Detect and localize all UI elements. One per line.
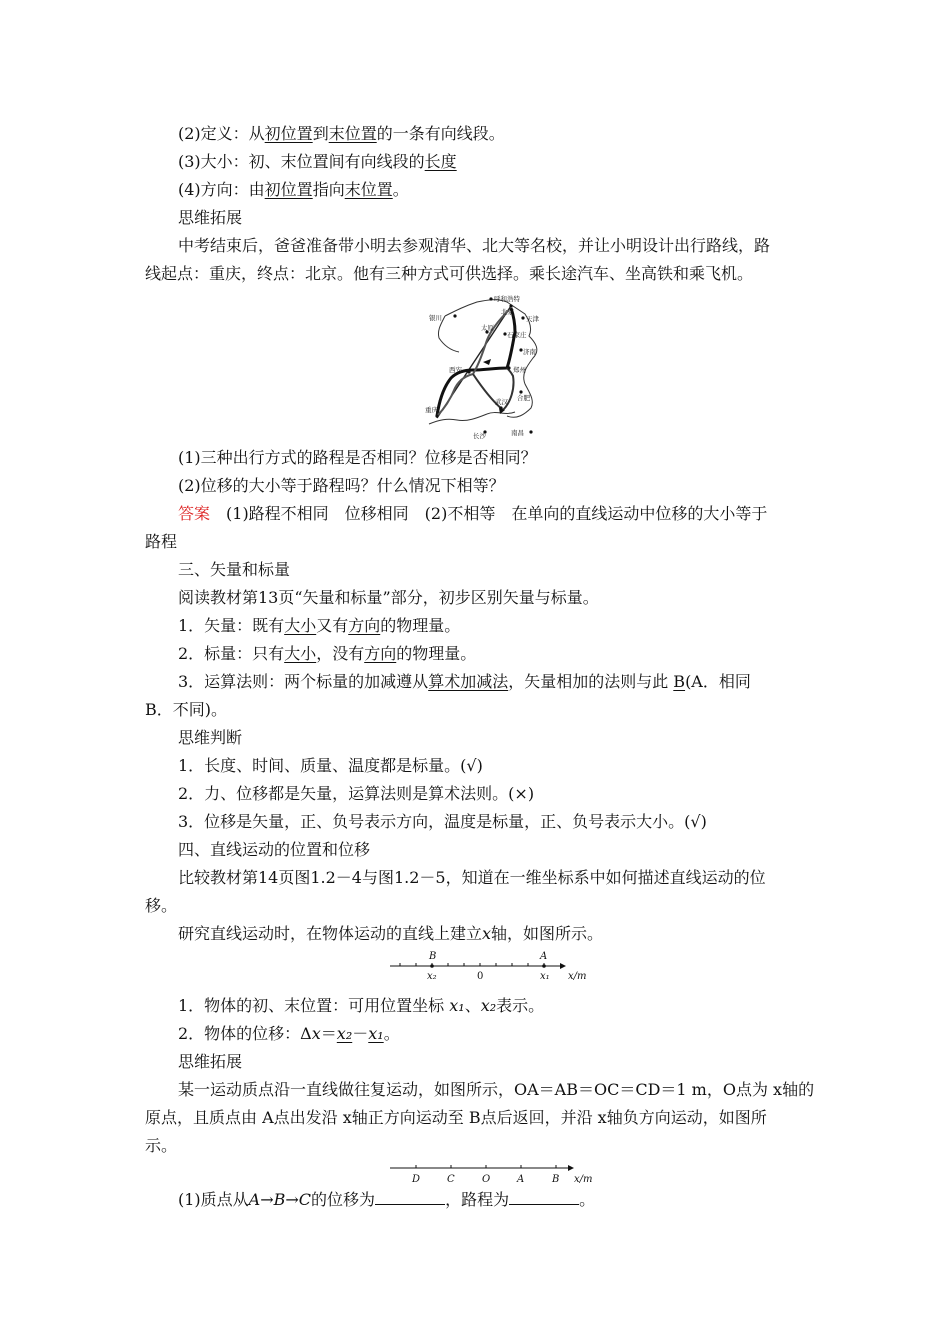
def-line: (2)定义：从初位置到末位置的一条有向线段。 [178,124,505,143]
rule-line: 3．运算法则：两个标量的加减遵从算术加减法，矢量相加的法则与此 B(A．相同 [178,672,751,691]
city-label: 南昌 [511,429,524,437]
section-heading: 三、矢量和标量 [178,560,291,579]
direction-line: (4)方向：由初位置指向末位置。 [178,180,409,199]
paragraph-line: 原点，且质点由 A点出发沿 x轴正方向运动至 B点后返回，并沿 x轴负方向运动，如图所 [145,1108,767,1127]
axis-unit-label: x/m [568,971,587,982]
paragraph-line: 移。 [145,896,178,915]
route-map-figure [425,292,553,440]
axis-point-label: O [482,1174,491,1185]
city-label: 天津 [526,315,539,323]
paragraph-line: 某一运动质点沿一直线做往复运动，如图所示，OA＝AB＝OC＝CD＝1 m，O点为 x轴的 [178,1080,815,1099]
city-label: 济南 [523,348,536,356]
scalar-line: 2．标量：只有大小，没有方向的物理量。 [178,644,477,663]
city-label: 石家庄 [507,331,527,339]
axis-tick-label: 0 [477,971,484,982]
section-heading: 思维判断 [178,728,243,747]
coordinate-axis-figure [390,948,600,984]
city-label: 合肥 [517,394,530,402]
axis-point-label: B [429,951,437,962]
judge-item: 2．力、位移都是矢量，运算法则是算术法则。(×) [178,784,535,803]
axis-tick-label: x₁ [540,971,550,982]
axis-point-label: D [412,1174,421,1185]
city-label: 太原 [481,324,494,332]
city-label: 西安 [449,366,462,374]
paragraph-line: 线起点：重庆，终点：北京。他有三种方式可供选择。乘长途汽车、坐高铁和乘飞机。 [145,264,754,283]
answer-blank[interactable] [509,1190,579,1205]
coordinate-axis-figure [390,1160,610,1188]
paragraph-line: 比较教材第14页图1.2－4与图1.2－5，知道在一维坐标系中如何描述直线运动的位 [178,868,766,887]
question-line: (1)质点从A→B→C的位移为 ，路程为 。 [178,1190,596,1209]
judge-item: 1．长度、时间、质量、温度都是标量。(√) [178,756,483,775]
axis-unit-label: x/m [574,1174,593,1185]
city-label: 郑州 [513,366,526,374]
paragraph-line: 示。 [145,1136,178,1155]
vector-line: 1．矢量：既有大小又有方向的物理量。 [178,616,461,635]
axis-point-label: A [517,1174,525,1185]
paragraph-line: 阅读教材第13页“矢量和标量”部分，初步区别矢量与标量。 [178,588,599,607]
answer-line: 答案 (1)路程不相同 位移相同 (2)不相等 在单向的直线运动中位移的大小等于 [178,504,768,523]
question-line: (2)位移的大小等于路程吗？什么情况下相等？ [178,476,505,495]
axis-tick-label: x₂ [427,971,437,982]
city-label: 重庆 [425,406,438,414]
city-label: 呼和浩特 [494,295,520,303]
section-heading: 思维拓展 [178,1052,243,1071]
size-line: (3)大小：初、末位置间有向线段的长度 [178,152,457,171]
answer-blank[interactable] [375,1190,445,1205]
city-label: 长沙 [473,432,486,440]
axis-point-label: C [447,1174,455,1185]
answer-line: 路程 [145,532,178,551]
section-heading: 思维拓展 [178,208,243,227]
question-line: (1)三种出行方式的路程是否相同？位移是否相同？ [178,448,537,467]
axis-point-label: B [552,1174,560,1185]
judge-item: 3．位移是矢量，正、负号表示方向，温度是标量，正、负号表示大小。(√) [178,812,707,831]
rule-line: B．不同)。 [145,700,228,719]
section-heading: 四、直线运动的位置和位移 [178,840,371,859]
city-label: 北京 [501,308,514,316]
city-label: 武汉 [495,398,508,406]
city-label: 银川 [429,314,442,322]
item-line: 1．物体的初、末位置：可用位置坐标 x₁、x₂表示。 [178,996,545,1015]
paragraph-line: 中考结束后，爸爸准备带小明去参观清华、北大等名校，并让小明设计出行路线，路 [178,236,771,255]
item-line: 2．物体的位移：Δx＝x₂－x₁。 [178,1024,400,1043]
paragraph-line: 研究直线运动时，在物体运动的直线上建立x轴，如图所示。 [178,924,604,943]
axis-point-label: A [540,951,548,962]
